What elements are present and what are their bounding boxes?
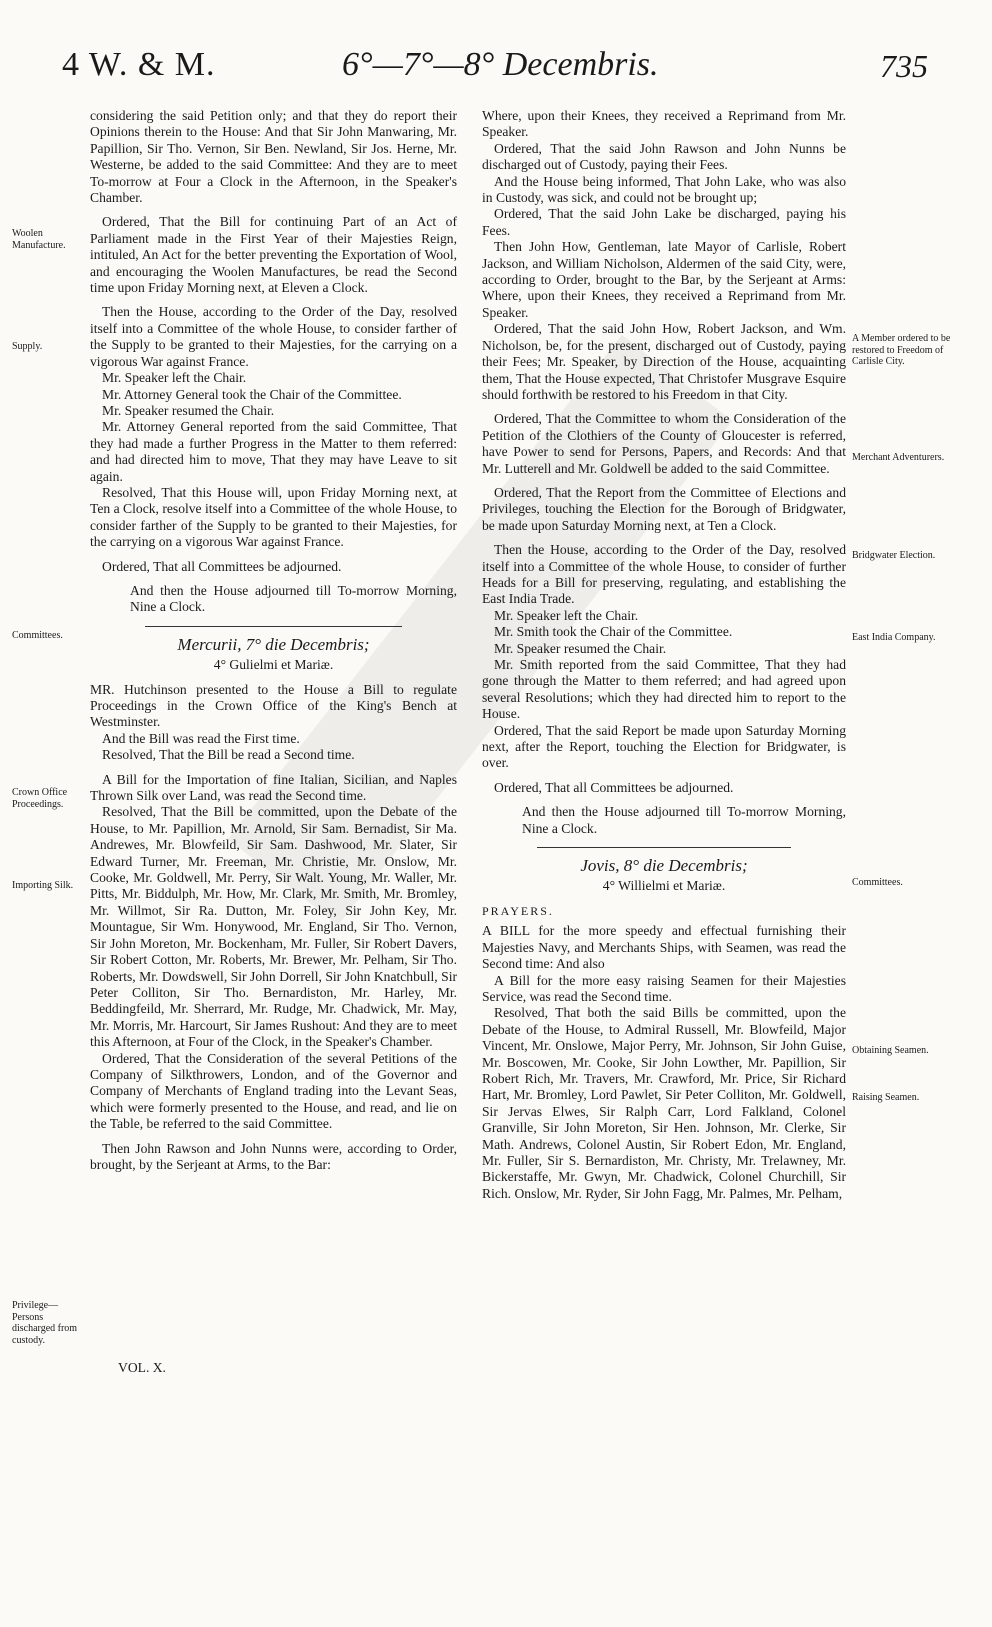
paragraph: Ordered, That the Report from the Committee of Elections and Privileges, touching the Election for the Borough of Bridgwater, be made upon Saturday Morning next, at Ten a Clock. xyxy=(482,484,846,533)
margin-note: Raising Seamen. xyxy=(852,1092,920,1103)
paragraph: Mr. Smith took the Chair of the Committee. xyxy=(494,624,733,640)
margin-note: Merchant Adventurers. xyxy=(852,452,945,463)
paragraph: Ordered, That the Committee to whom the Consideration of the Petition of the Clothiers of the County of Gloucester is referred, have Power to send for Persons, Papers, and Records: And that Mr. Lutterell and Mr. Goldwell be added to the said Committee. xyxy=(482,411,846,476)
margin-note: Bridgwater Election. xyxy=(852,550,936,561)
paragraph: Mr. Speaker left the Chair. xyxy=(102,370,247,386)
margin-note: Crown Office Proceedings. xyxy=(12,787,68,810)
paragraph: Ordered, That all Committees be adjourned. xyxy=(102,558,342,574)
adjournment: And then the House adjourned till To-morrow Morning, Nine a Clock. xyxy=(130,582,457,615)
paragraph: Where, upon their Knees, they received a Reprimand from Mr. Speaker. xyxy=(482,108,846,140)
margin-note: Supply. xyxy=(12,341,43,352)
adjournment: And then the House adjourned till To-morrow Morning, Nine a Clock. xyxy=(522,804,846,836)
paragraph: Ordered, That the said John How, Robert Jackson, and Wm. Nicholson, be, for the present, discharged out of Custody, paying their Fees; Mr. Speaker, by Direction of the House, acquainting them, That the House expected, That Christofer Musgrave Esquire should forthwith be restored to his Freedom in that City. xyxy=(482,321,846,402)
paragraph: Mr. Smith reported from the said Committee, That they had gone through the Matter to them referred; and had agreed upon several Resolutions; which they had directed him to report to the House. xyxy=(482,657,846,722)
page-header xyxy=(0,46,992,102)
paragraph: Then John Rawson and John Nunns were, according to Order, brought, by the Serjeant at Arms, to the Bar: xyxy=(90,1140,457,1172)
paragraph: A BILL for the more speedy and effectual furnishing their Majesties Navy, and Merchants Ships, with Seamen, was read the Second time: And also xyxy=(482,923,846,972)
paragraph: Ordered, That the said Report be made upon Saturday Morning next, after the Report, touching the Election for Bridgwater, is over. xyxy=(482,722,846,771)
paragraph: Ordered, That the said John Rawson and John Nunns be discharged out of Custody, paying their Fees. xyxy=(482,140,846,173)
paragraph: A Bill for the more easy raising Seamen for their Majesties Service, was read the Second time. xyxy=(482,972,846,1004)
divider xyxy=(537,847,792,848)
paragraph: Ordered, That the said John Lake be discharged, paying his Fees. xyxy=(482,206,846,238)
paragraph: Ordered, That the Consideration of the several Petitions of the Company of Silkthrowers, London, and of the Governor and Company of Merchants of England trading into the Levant Seas, which were formerly presented to the House, and read, and lie on the Table, be referred to the said Committee. xyxy=(90,1050,457,1132)
paragraph: Mr. Speaker left the Chair. xyxy=(494,607,639,623)
paragraph: Resolved, That this House will, upon Friday Morning next, at Ten a Clock, resolve itself into a Committee of the whole House, to consider farther of the Supply to be granted to their Majesties, for the carrying on a vigorous War against France. xyxy=(90,484,457,550)
right-column xyxy=(482,108,846,1202)
margin-note: Committees. xyxy=(852,877,903,888)
regnal-subheading: 4° Willielmi et Mariæ. xyxy=(602,878,726,894)
margin-note: Privilege—Persons discharged from custody. xyxy=(12,1300,78,1346)
day-heading: Jovis, 8° die Decembris; xyxy=(580,856,748,876)
left-column xyxy=(90,108,457,1173)
margin-note: Obtaining Seamen. xyxy=(852,1045,929,1056)
margin-note: Committees. xyxy=(12,630,63,641)
margin-note: Importing Silk. xyxy=(12,880,74,891)
paragraph: A Bill for the Importation of fine Italian, Sicilian, and Naples Thrown Silk over Land, was read the Second time. xyxy=(90,771,457,804)
paragraph: Resolved, That the Bill be committed, upon the Debate of the House, to Mr. Papillion, Mr. Arnold, Sir Sam. Bernadist, Sir Ma. Andrewes, Mr. Blowfeild, Sir Sam. Dashwood, Mr. Slater, Sir Edward Turner, Mr. Freeman, Mr. Christie, Mr. Onslow, Mr. Cooke, Mr. Goldwell, Mr. Perry, Sir Walt. Young, Mr. Waller, Mr. Pitts, Mr. Biddulph, Mr. How, Mr. Clark, Mr. Smith, Mr. Bromley, Mr. Willmot, Sir Ra. Dutton, Mr. Foley, Sir John Key, Mr. Mountague, Sir Wm. Honywood, Mr. England, Sir Tho. Vernon, Sir John Moreton, Mr. Bockenham, Mr. Fuller, Sir Robert Davers, Sir Robert Cotton, Mr. Roberts, Mr. Brewer, Mr. Pelham, Sir Tho. Roberts, Mr. Dowdswell, Sir John Dorrell, Sir John Knatchbull, Sir Peter Colliton, Sir Tho. Bernardiston, Mr. Harley, Mr. Beddingfeild, Mr. Sherrard, Mr. Rudge, Mr. Chadwick, Mr. May, Mr. Morris, Mr. Harcourt, Sir James Rushout: And they are to meet this Afternoon, at Four of the Clock, in the Speaker's Chamber. xyxy=(90,804,457,1050)
paragraph: Mr. Speaker resumed the Chair. xyxy=(494,640,667,656)
paragraph: And the House being informed, That John Lake, who was also in Custody, was sick, and could not be brought up; xyxy=(482,173,846,206)
paragraph: Mr. Speaker resumed the Chair. xyxy=(102,402,275,418)
prayers-label: PRAYERS. xyxy=(482,903,554,918)
margin-note: East India Company. xyxy=(852,632,936,643)
volume-label: VOL. X. xyxy=(118,1360,166,1375)
margin-note: A Member ordered to be restored to Freedom of Carlisle City. xyxy=(852,333,951,367)
paragraph: Then John How, Gentleman, late Mayor of Carlisle, Robert Jackson, and William Nicholson, Aldermen of the said City, were, according to Order, brought to the Bar, by the Serjeant at Arms: Where, upon their Knees, they received a Reprimand from Mr. Speaker. xyxy=(482,239,846,320)
paragraph: MR. Hutchinson presented to the House a Bill to regulate Proceedings in the Crown Office of the King's Bench at Westminster. xyxy=(90,681,457,730)
paragraph: considering the said Petition only; and that they do report their Opinions therein to the House: And that Sir John Manwaring, Mr. Papillion, Sir Tho. Vernon, Sir Ben. Newland, Sir Jos. Herne, Mr. Westerne, be added to the said Committee: And they are to meet To-morrow at Four a Clock in the Afternoon, in the Speaker's Chamber. xyxy=(90,108,457,206)
paragraph: And the Bill was read the First time. xyxy=(102,730,300,746)
paragraph: Resolved, That both the said Bills be committed, upon the Debate of the House, to Admiral Russell, Mr. Blowfeild, Major Vincent, Mr. Onslowe, Major Perry, Mr. Johnson, Sir John Guise, Mr. Boscowen, Mr. Cooke, Sir John Lowther, Mr. Papillion, Sir Robert Rich, Mr. Travers, Mr. Crawford, Mr. Price, Sir Richard Hart, Mr. Bromley, Lord Pawlet, Sir Peter Colliton, Mr. Goldwell, Sir Jervas Elwes, Sir Ralph Carr, Lord Falkland, Colonel Granville, Sir John Moreton, Sir Hen. Johnson, Mr. Clerke, Sir Math. Andrews, Colonel Austin, Sir Robert Edon, Mr. England, Mr. Fuller, Sir S. Bernardiston, Mr. Christy, Mr. Trelawney, Mr. Bickerstaffe, Mr. Gwyn, Mr. Chadwick, Colonel Churchill, Sir Rich. Onslow, Mr. Ryder, Sir John Fagg, Mr. Palmes, Mr. Pelham, xyxy=(482,1005,846,1201)
dates-heading: 6°—7°—8° Decembris. xyxy=(342,46,659,83)
paragraph: Mr. Attorney General took the Chair of the Committee. xyxy=(102,386,402,402)
paragraph: Then the House, according to the Order of the Day, resolved itself into a Committee of the whole House, to consider of further Heads for a Bill for preserving, regulating, and establishing the East India Trade. xyxy=(482,542,846,607)
margin-note: Woolen Manufacture. xyxy=(12,228,66,251)
paragraph: Ordered, That all Committees be adjourned. xyxy=(494,779,734,795)
paragraph: Resolved, That the Bill be read a Second time. xyxy=(102,747,355,763)
divider xyxy=(145,626,402,627)
paragraph: Then the House, according to the Order of the Day, resolved itself into a Committee of the whole House, to consider farther of the Supply to be granted to their Majesties, for the carrying on a vigorous War against France. xyxy=(90,304,457,369)
regnal-year: 4 W. & M. xyxy=(62,46,216,83)
paragraph: Mr. Attorney General reported from the said Committee, That they had made a further Progress in the Matter to them referred: and had directed him to move, That they may have Leave to sit again. xyxy=(90,419,457,484)
paragraph: Ordered, That the Bill for continuing Part of an Act of Parliament made in the First Year of their Majesties Reign, intituled, An Act for the better preventing the Exportation of Wool, and encouraging the Woolen Manufactures, be read the Second time upon Friday Morning next, at Eleven a Clock. xyxy=(90,214,457,296)
regnal-subheading: 4° Gulielmi et Mariæ. xyxy=(213,657,334,673)
page-number: 735 xyxy=(880,48,928,84)
day-heading: Mercurii, 7° die Decembris; xyxy=(177,634,370,654)
